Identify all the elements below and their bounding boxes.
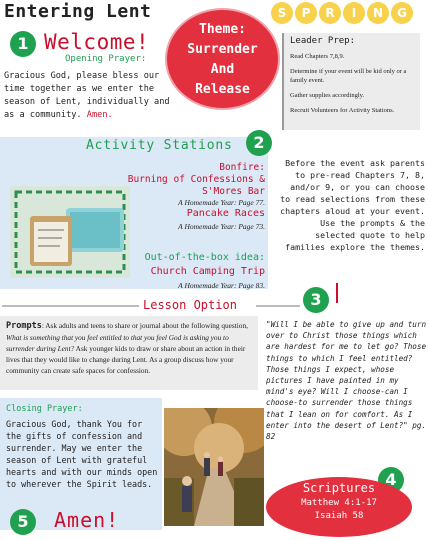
theme-word: Release [195, 82, 250, 97]
closing-prayer-label: Closing Prayer: [6, 404, 83, 414]
divider-line [256, 305, 300, 307]
leader-prep-title: Leader Prep: [290, 36, 356, 46]
bonfire-station [125, 162, 265, 198]
pancake-reference: A Homemade Year: Page 73. [178, 222, 265, 231]
prompts-box [0, 316, 258, 390]
activity-stations-heading: Activity Stations [86, 138, 233, 153]
divider-line [2, 305, 139, 307]
scripture-reference: Matthew 4:1-17 [301, 498, 377, 508]
baskets-photo [10, 186, 130, 278]
season-letter: N [367, 2, 389, 24]
amen-heading: Amen! [54, 508, 120, 532]
theme-word: And [210, 62, 235, 77]
theme-circle [165, 8, 280, 110]
season-letter: G [391, 2, 413, 24]
arrow-line-icon [336, 283, 338, 303]
theme-word: Surrender [187, 42, 258, 57]
opening-prayer-amen: Amen. [86, 110, 113, 120]
lesson-option-heading: Lesson Option [143, 298, 237, 312]
event-instructions: Before the event ask parents to pre-read Chapters 7, 8, and/or 9, or you can choose to read selections from these chapters aloud at your event. Use the prompts & the selected quote to help families explore the themes. [280, 158, 425, 252]
leader-prep-item: Determine if your event will be kid only or a family event. [290, 68, 407, 84]
prompts-label: Prompts [6, 321, 42, 331]
scriptures-oval [266, 477, 412, 537]
section-number-badge: 4 [378, 467, 404, 493]
welcome-heading: Welcome! [44, 30, 150, 54]
out-of-box-station [120, 251, 265, 279]
section-number-badge: 5 [10, 509, 36, 535]
pancake-races-title: Pancake Races [186, 208, 265, 219]
season-letter: P [295, 2, 317, 24]
leader-prep-item: Gather supplies accordingly. [290, 92, 365, 99]
season-letter: S [271, 2, 293, 24]
book-quote: "Will I be able to give up and turn over to Christ those things which are hardest for me to let go? Those things to which I feel entitled? Those things I expect, whose pictures I have painted in my mind's eye? Will I choose-can I choose-to surrender those things that I lean on for comfort. As I enter into the desert of Lent?" pg. 82 [266, 320, 427, 442]
leader-prep-box [282, 33, 420, 130]
opening-prayer-text [4, 70, 174, 122]
out-of-box-label: Out-of-the-box idea: [144, 252, 265, 263]
season-banner [271, 2, 413, 24]
theme-label: Theme: [199, 22, 246, 37]
leader-prep-item: Recruit Volunteers for Activity Stations. [290, 107, 395, 114]
section-number-badge: 3 [303, 287, 329, 313]
page-title: Entering Lent [4, 1, 152, 22]
camping-reference: A Homemade Year: Page 83. [178, 281, 265, 290]
prompts-text: Ask younger kids to draw or share about an action in their lives that they would like to change during Lent. As a group discuss how your community can create safe spaces for confession. [6, 344, 246, 375]
prompts-text: : Ask adults and teens to share or journal about the following question, [41, 321, 248, 330]
opening-prayer-body: Gracious God, please bless our time together as we enter the season of Lent, individually and as a community. [4, 71, 170, 120]
prompts-question: What is something that you feel entitled to that you feel God is asking you to surrender during Lent? [6, 333, 229, 353]
closing-prayer-text: Gracious God, thank You for the gifts of confession and surrender. May we enter the season of Lent with grateful hearts and with our minds open to wherever the Spirit leads. [6, 419, 158, 489]
section-number-badge: 1 [10, 31, 36, 57]
opening-prayer-label: Opening Prayer: [65, 54, 147, 64]
scripture-reference: Isaiah 58 [314, 511, 364, 521]
season-letter: R [319, 2, 341, 24]
season-letter: I [343, 2, 365, 24]
camping-trip-title: Church Camping Trip [150, 266, 265, 277]
section-number-badge: 2 [246, 130, 272, 156]
family-walk-photo [164, 408, 264, 526]
leader-prep-item: Read Chapters 7,8,9. [290, 53, 345, 60]
scriptures-heading: Scriptures [302, 481, 376, 495]
bonfire-reference: A Homemade Year: Page 77. [178, 198, 265, 207]
bonfire-label: Bonfire: [219, 162, 265, 173]
bonfire-title: Burning of Confessions & S'Mores Bar [127, 174, 265, 197]
